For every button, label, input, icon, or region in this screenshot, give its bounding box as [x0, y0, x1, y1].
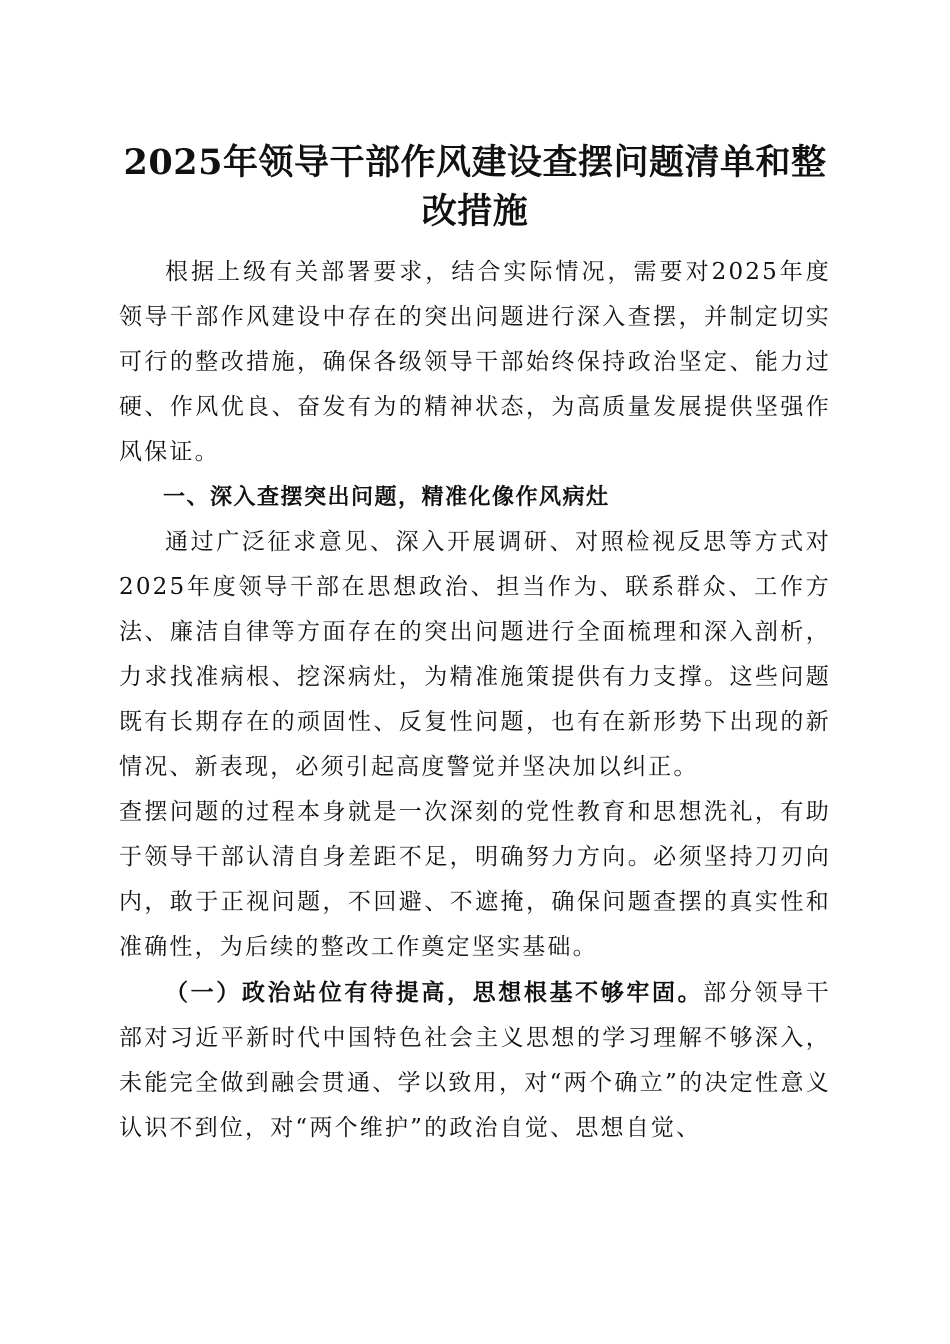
title-line-2: 改措施 — [421, 191, 529, 232]
item-1-text: 部分领导干部对习近平新时代中国特色社会主义思想的学习理解不够深入，未能完全做到融会贯通、学以致用，对“两个确立”的决定性意义认识不到位，对“两个维护”的政治自觉、思想自觉、 — [119, 980, 832, 1141]
section-1-paragraph-2: 查摆问题的过程本身就是一次深刻的党性教育和思想洗礼，有助于领导干部认清自身差距不足，明确努力方向。必须坚持刀刃向内，敢于正视问题，不回避、不遮掩，确保问题查摆的真实性和准确性，为后续的整改工作奠定坚实基础。 — [119, 799, 831, 960]
section-1-paragraph-1: 通过广泛征求意见、深入开展调研、对照检视反思等方式对2025年度领导干部在思想政治、担当作为、联系群众、工作方法、廉洁自律等方面存在的突出问题进行全面梳理和深入剖析，力求找准病根、挖深病灶，为精准施策提供有力支撑。这些问题既有长期存在的顽固性、反复性问题，也有在新形势下出现的新情况、新表现，必须引起高度警觉并坚决加以纠正。 — [119, 529, 831, 780]
item-1-lead: （一）政治站位有待提高，思想根基不够牢固。 — [165, 979, 704, 1006]
title-line-1: 2025年领导干部作风建设查摆问题清单和整 — [123, 142, 827, 183]
document-title — [110, 138, 840, 236]
item-1-paragraph — [119, 970, 831, 1151]
section-1-heading: 一、深入查摆突出问题，精准化像作风病灶 — [163, 485, 610, 510]
document-body — [119, 250, 831, 1151]
intro-paragraph: 根据上级有关部署要求，结合实际情况，需要对2025年度领导干部作风建设中存在的突出问题进行深入查摆，并制定切实可行的整改措施，确保各级领导干部始终保持政治坚定、能力过硬、作风优良、奋发有为的精神状态，为高质量发展提供坚强作风保证。 — [119, 259, 831, 465]
